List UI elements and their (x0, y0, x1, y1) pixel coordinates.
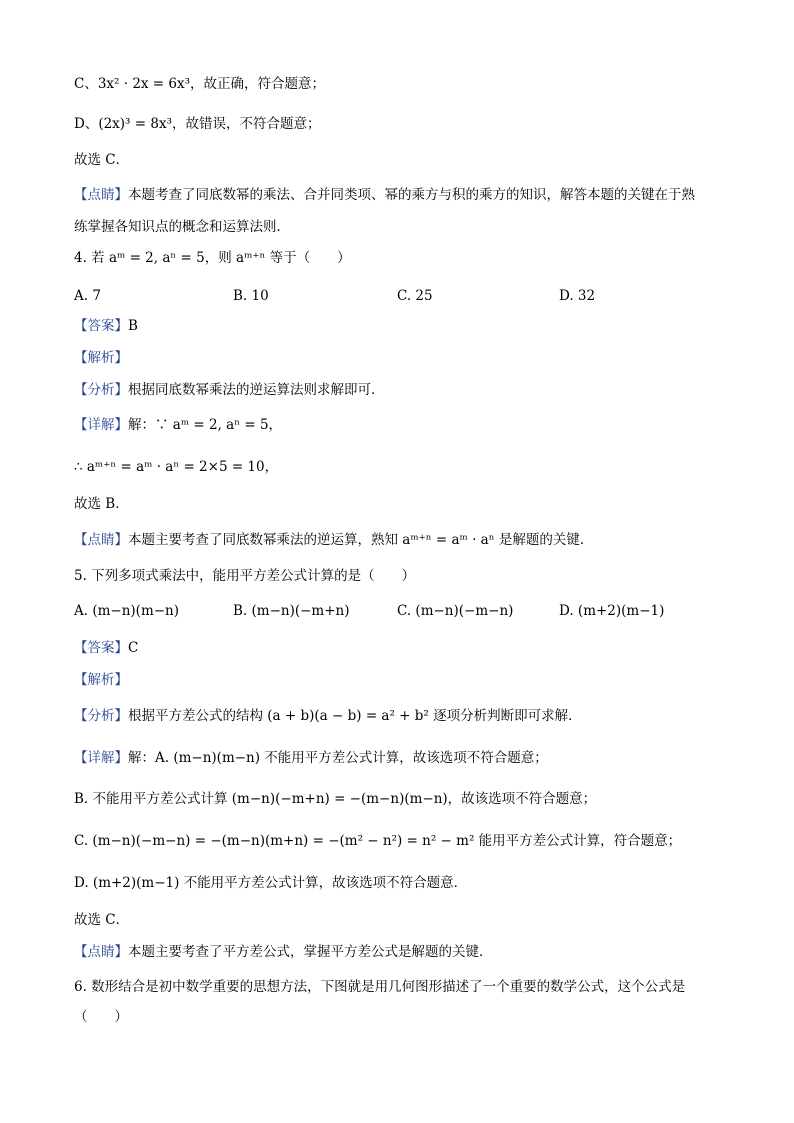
analysis-5 (74, 670, 128, 690)
choice-b: 故选 B． (74, 496, 129, 512)
section-tag: 【分析】 (74, 708, 128, 724)
section-tag: 【详解】 (74, 417, 128, 433)
fenxi-4: 【分析】根据同底数幂乘法的逆运算法则求解即可． (74, 382, 385, 398)
q5-option-b: B. (m−n)(−m+n) (233, 603, 350, 619)
q5-option-c: C. (m−n)(−m−n) (397, 603, 514, 619)
answer-4: 【答案】B (74, 318, 138, 334)
section-tag: 【解析】 (74, 672, 128, 688)
line-c: C、3x² · 2x = 6x³，故正确，符合题意； (74, 76, 326, 92)
comment-3-b: 练掌握各知识点的概念和运算法则． (74, 219, 290, 235)
section-tag: 【分析】 (74, 382, 128, 398)
q4-option-b: B. 10 (233, 288, 269, 304)
question-4: 4. 若 aᵐ = 2, aⁿ = 5，则 aᵐ⁺ⁿ 等于（ ） (74, 250, 351, 266)
q5-option-a: A. (m−n)(m−n) (74, 603, 180, 619)
section-tag: 【答案】 (74, 640, 128, 656)
question-6-b: （ ） (74, 1009, 128, 1025)
choice-c: 故选 C． (74, 152, 130, 168)
q4-option-c: C. 25 (397, 288, 433, 304)
detail-5d: D. (m+2)(m−1) 不能用平方差公式计算，故该选项不符合题意． (74, 875, 468, 891)
fenxi-5: 【分析】根据平方差公式的结构 (a + b)(a − b) = a² + b² 逐项分析判断即可求解． (74, 708, 582, 724)
comment-3-a: 【点睛】本题考查了同底数幂的乘法、合并同类项、幂的乘方与积的乘方的知识，解答本题的关键在于熟 (74, 187, 695, 203)
section-tag: 【点睛】 (74, 944, 128, 960)
detail-5a: 【详解】解：A. (m−n)(m−n) 不能用平方差公式计算，故该选项不符合题意； (74, 750, 548, 766)
section-tag: 【点睛】 (74, 532, 128, 548)
detail-5c: C. (m−n)(−m−n) = −(m−n)(m+n) = −(m² − n²) = n² − m² 能用平方差公式计算，符合题意； (74, 833, 682, 849)
line-d: D、(2x)³ = 8x³，故错误，不符合题意； (74, 116, 321, 132)
question-6 (74, 972, 724, 1032)
detail-4b: ∴ aᵐ⁺ⁿ = aᵐ · aⁿ = 2×5 = 10， (74, 459, 279, 475)
answer-5: 【答案】C (74, 640, 139, 656)
q4-option-d: D. 32 (559, 288, 596, 304)
detail-5b: B. 不能用平方差公式计算 (m−n)(−m+n) = −(m−n)(m−n)，故该选项不符合题意； (74, 791, 597, 807)
section-tag: 【点睛】 (74, 187, 128, 203)
section-tag: 【答案】 (74, 318, 128, 334)
comment-5: 【点睛】本题主要考查了平方差公式，掌握平方差公式是解题的关键． (74, 944, 493, 960)
question-6-a: 6. 数形结合是初中数学重要的思想方法，下图就是用几何图形描述了一个重要的数学公式，这个公式是 (74, 979, 686, 995)
q4-option-a: A. 7 (74, 288, 101, 304)
q5-option-d: D. (m+2)(m−1) (559, 603, 665, 619)
comment-3 (74, 179, 724, 243)
choice-c-5: 故选 C． (74, 912, 130, 928)
section-tag: 【详解】 (74, 750, 128, 766)
detail-4a: 【详解】解：∵ aᵐ = 2, aⁿ = 5， (74, 417, 283, 433)
comment-4: 【点睛】本题主要考查了同底数幂乘法的逆运算，熟知 aᵐ⁺ⁿ = aᵐ · aⁿ 是解题的关键． (74, 532, 594, 548)
analysis-4 (74, 348, 128, 368)
section-tag: 【解析】 (74, 350, 128, 366)
question-5: 5. 下列多项式乘法中，能用平方差公式计算的是（ ） (74, 568, 416, 584)
